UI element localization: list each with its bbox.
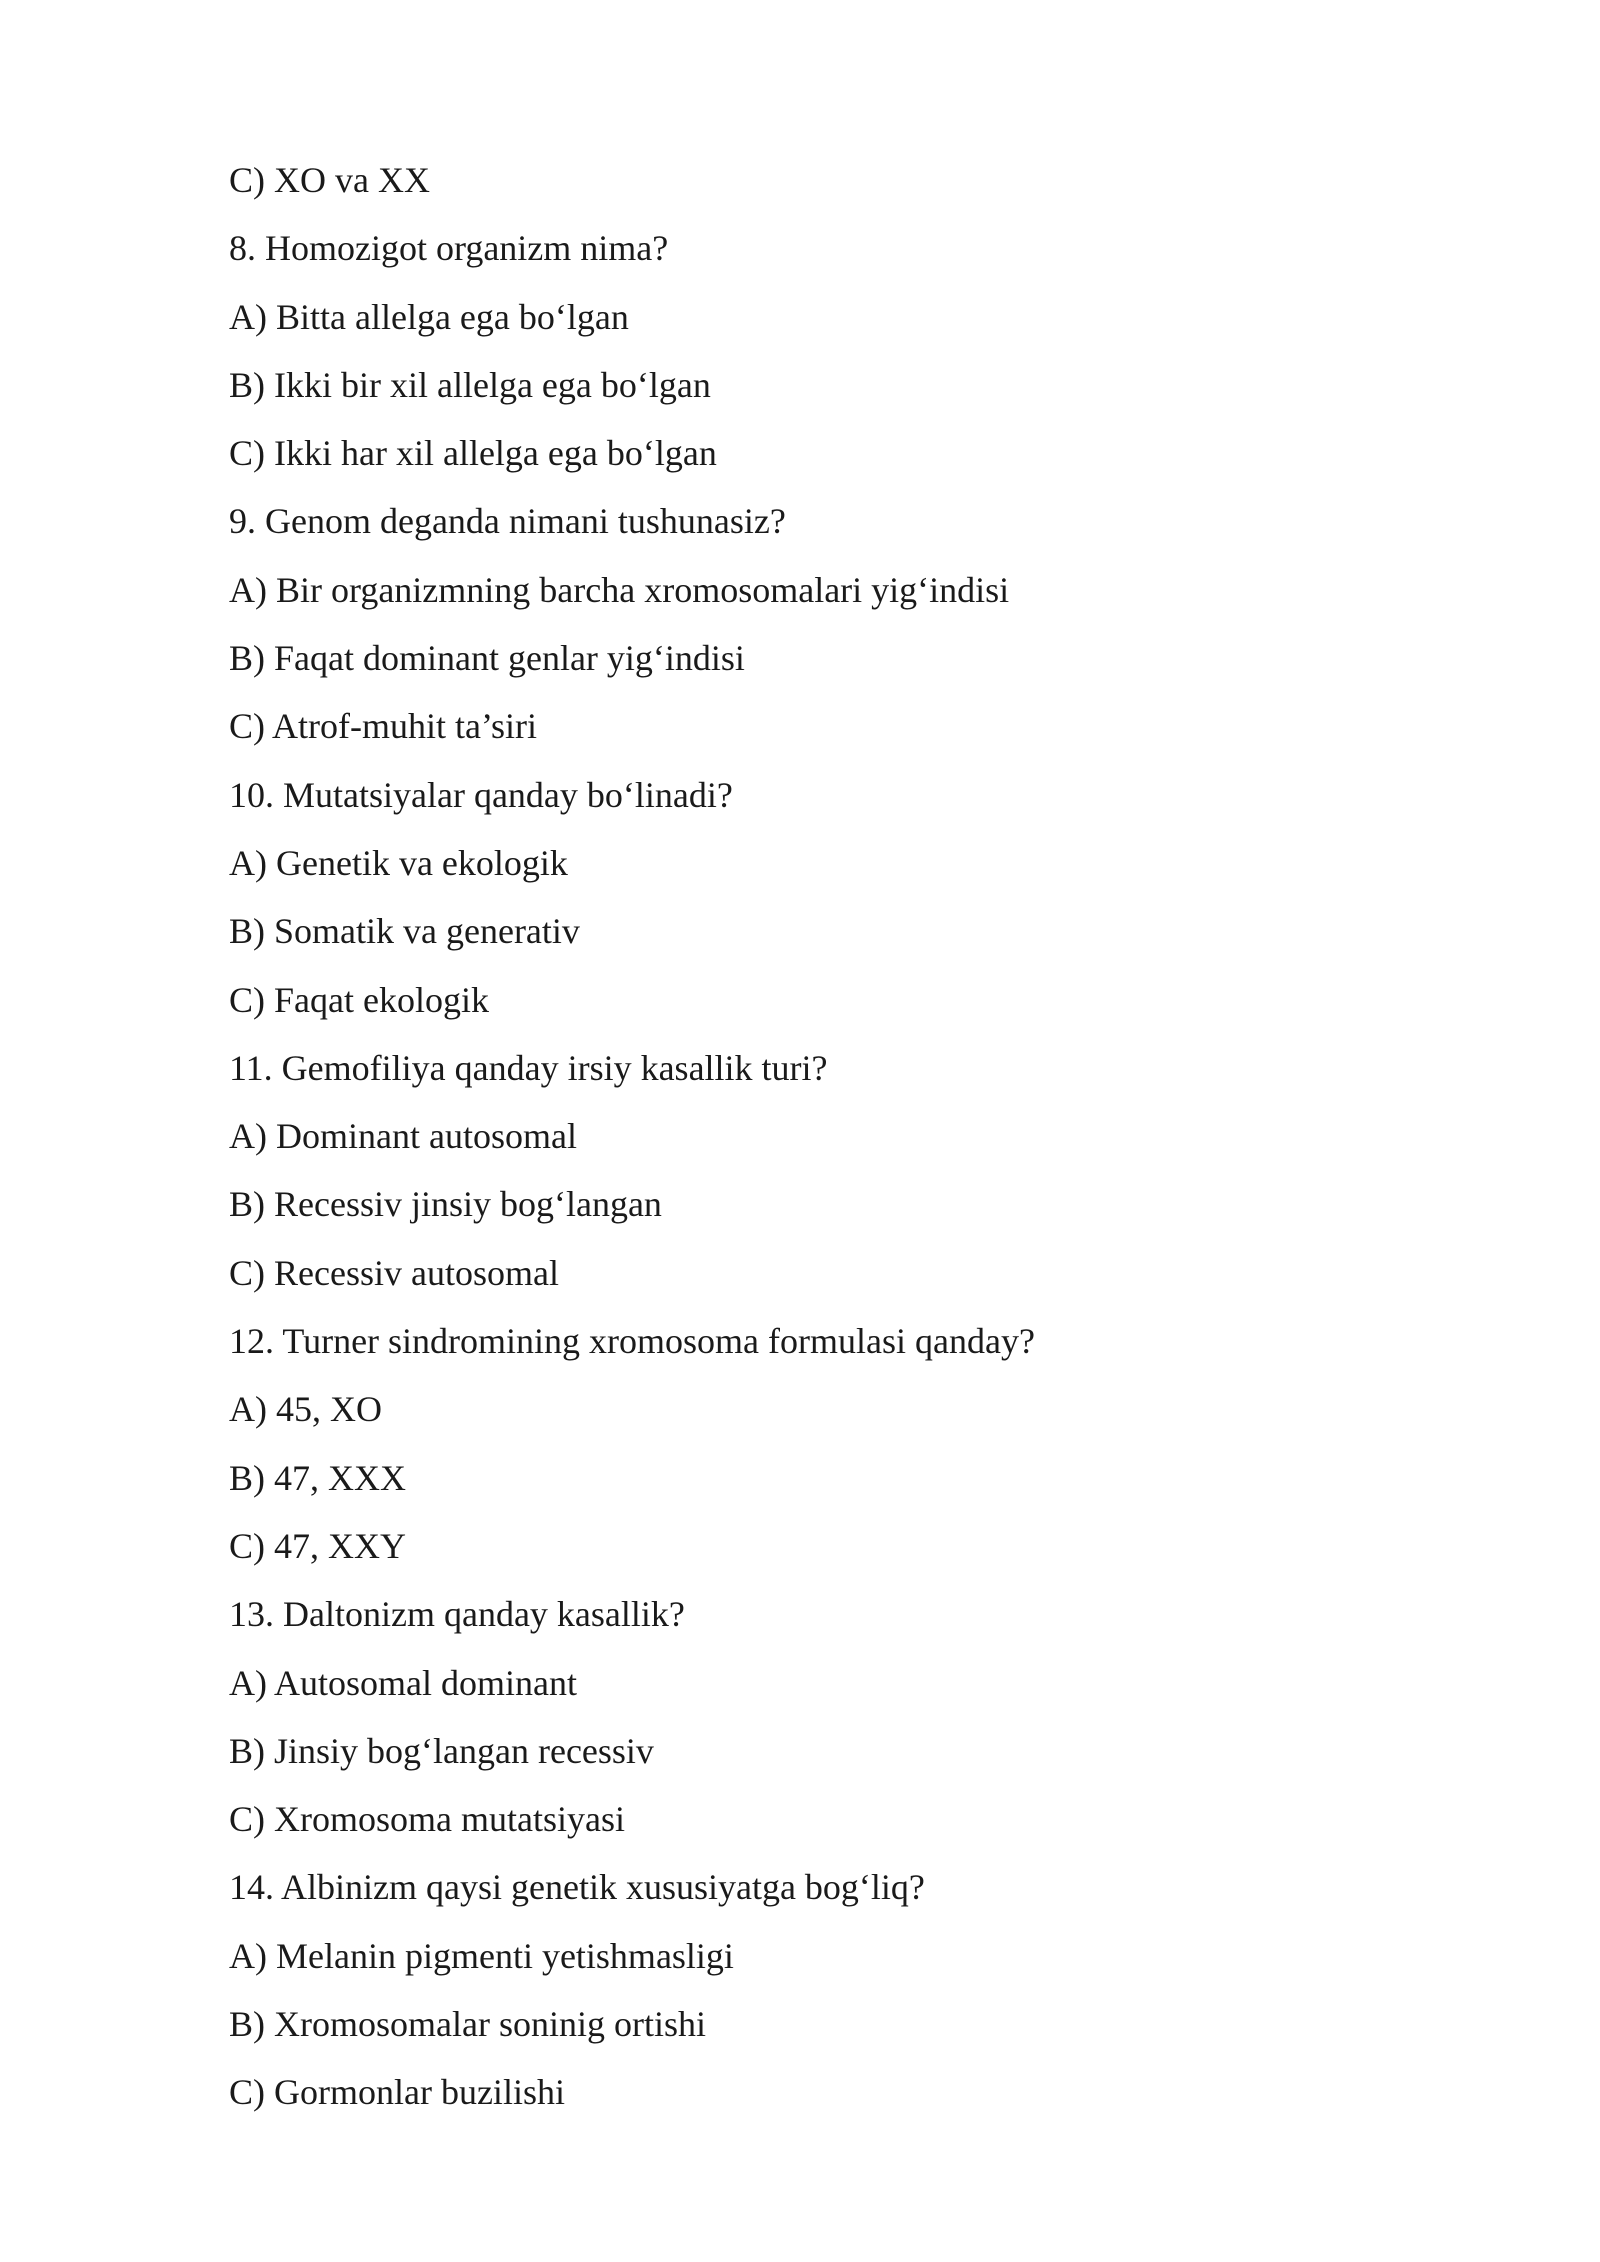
question-8: 8. Homozigot organizm nima? (229, 228, 669, 269)
question-13: 13. Daltonizm qanday kasallik? (229, 1594, 685, 1635)
question-9: 9. Genom deganda nimani tushunasiz? (229, 501, 786, 542)
answer-option: A) Melanin pigmenti yetishmasligi (229, 1935, 734, 1976)
question-12: 12. Turner sindromining xromosoma formulasi qanday? (229, 1321, 1035, 1362)
question-14: 14. Albinizm qaysi genetik xususiyatga bog‘liq? (229, 1867, 925, 1908)
answer-option: A) Bitta allelga ega bo‘lgan (229, 296, 629, 337)
answer-option: B) Faqat dominant genlar yig‘indisi (229, 638, 745, 679)
answer-option: C) Faqat ekologik (229, 979, 489, 1020)
question-11: 11. Gemofiliya qanday irsiy kasallik turi? (229, 1047, 828, 1088)
answer-option: A) Genetik va ekologik (229, 842, 568, 883)
answer-option: A) Autosomal dominant (229, 1662, 577, 1703)
answer-option: B) Somatik va generativ (229, 911, 580, 952)
answer-option: C) Xromosoma mutatsiyasi (229, 1799, 625, 1840)
answer-option: C) 47, XXY (229, 1525, 406, 1566)
answer-option: B) 47, XXX (229, 1457, 406, 1498)
answer-option: A) Dominant autosomal (229, 1116, 577, 1157)
answer-option: B) Recessiv jinsiy bog‘langan (229, 1184, 662, 1225)
question-list (229, 146, 1529, 2127)
answer-option: C) Gormonlar buzilishi (229, 2072, 565, 2113)
answer-option: A) 45, XO (229, 1389, 382, 1430)
answer-option: B) Jinsiy bog‘langan recessiv (229, 1730, 654, 1771)
answer-option: B) Ikki bir xil allelga ega bo‘lgan (229, 364, 711, 405)
answer-option: A) Bir organizmning barcha xromosomalari yig‘indisi (229, 569, 1010, 610)
answer-option: B) Xromosomalar soninig ortishi (229, 2004, 706, 2045)
question-10: 10. Mutatsiyalar qanday bo‘linadi? (229, 774, 733, 815)
answer-option: C) Atrof-muhit ta’siri (229, 706, 537, 747)
answer-option: C) Ikki har xil allelga ega bo‘lgan (229, 433, 717, 474)
answer-option: C) Recessiv autosomal (229, 1252, 559, 1293)
answer-option: C) XO va XX (229, 160, 430, 200)
